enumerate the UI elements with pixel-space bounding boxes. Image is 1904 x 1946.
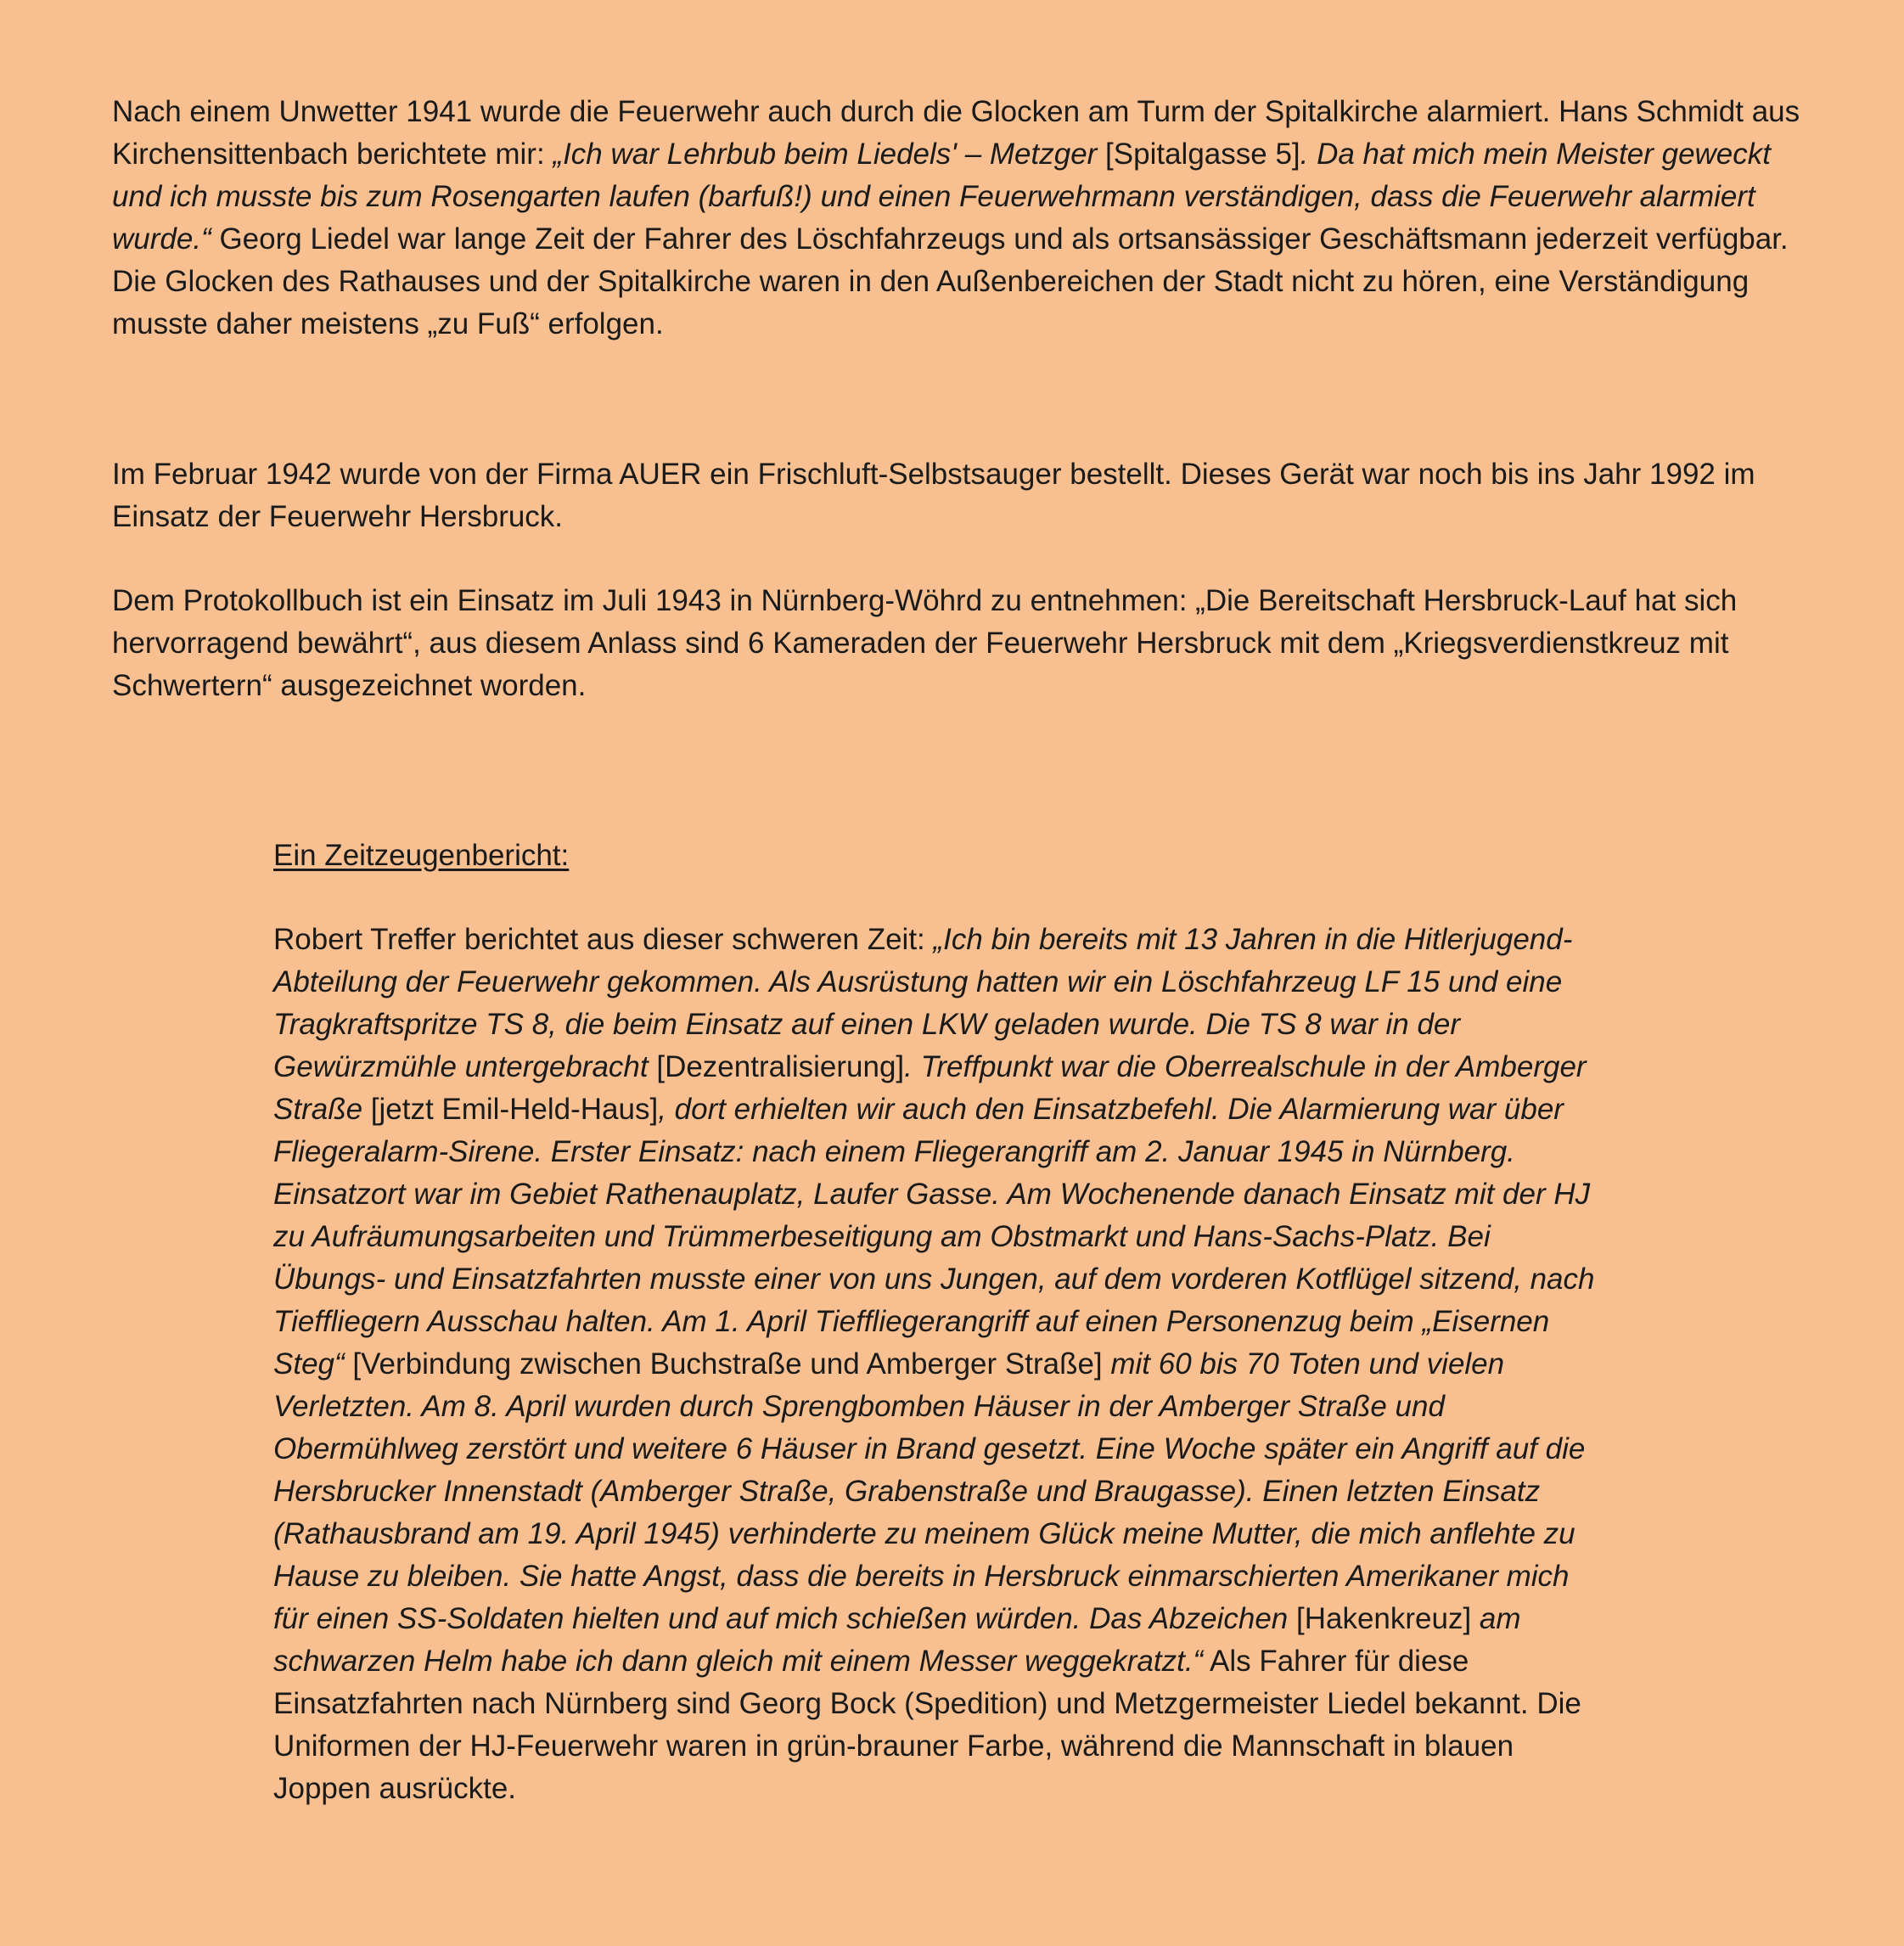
text-run: Nach einem Unwetter 1941 wurde die Feuerwehr auch durch die Glocken am Turm der Spitalkirche alarmiert. Hans Schmidt aus Kirchensittenbach berichtete mir: <box>112 95 1800 171</box>
paragraph-unwetter-1941 <box>112 91 1818 346</box>
section-heading-zeitzeugenbericht: Ein Zeitzeugenbericht: <box>273 839 570 872</box>
paragraph-zeitzeugenbericht <box>273 919 1606 1810</box>
text-run: [Dezentralisierung] <box>656 1050 905 1083</box>
text-run: Robert Treffer berichtet aus dieser schweren Zeit: <box>273 923 934 956</box>
quote-run: „Ich bin bereits mit 13 Jahren in die Hitlerjugend-Abteilung der Feuerwehr gekommen. Als Ausrüstung hatten wir ein Löschfahrzeug LF 15 und eine Tragkraftspritze TS 8, die beim Einsatz auf einen LKW geladen wurde. Die TS 8 war in der Gewürzmühle untergebracht <box>273 923 1573 1083</box>
text-run: [jetzt Emil-Held-Haus] <box>370 1093 659 1126</box>
paragraph-februar-1942: Im Februar 1942 wurde von der Firma AUER ein Frischluft-Selbstsauger bestellt. Dieses Gerät war noch bis ins Jahr 1992 im Einsatz der Feuerwehr Hersbruck. <box>112 458 1755 533</box>
paragraph-protokollbuch-1943: Dem Protokollbuch ist ein Einsatz im Juli 1943 in Nürnberg-Wöhrd zu entnehmen: „Die Bereitschaft Hersbruck-Lauf hat sich hervorragend bewährt“, aus diesem Anlass sind 6 Kameraden der Feuerwehr Hersbruck mit dem „Kriegsverdienstkreuz mit Schwertern“ ausgezeichnet worden. <box>112 584 1738 702</box>
quote-run: „Ich war Lehrbub beim Liedels' – Metzger <box>553 138 1106 171</box>
text-run: [Hakenkreuz] <box>1295 1602 1472 1635</box>
quote-run: mit 60 bis 70 Toten und vielen Verletzten. Am 8. April wurden durch Sprengbomben Häuser in der Amberger Straße und Obermühlweg zerstört und weitere 6 Häuser in Brand gesetzt. Eine Woche später ein Angriff auf die Hersbrucker Innenstadt (Amberger Straße, Grabenstraße und Braugasse). Einen letzten Einsatz (Rathausbrand am 19. April 1945) verhinderte zu meinem Glück meine Mutter, die mich anflehte zu Hause zu bleiben. Sie hatte Angst, dass die bereits in Hersbruck einmarschierten Amerikaner mich für einen SS-Soldaten hielten und auf mich schießen würden. Das Abzeichen <box>273 1347 1586 1635</box>
quote-run: am schwarzen Helm habe ich dann gleich mit einem Messer weggekratzt.“ <box>273 1602 1521 1678</box>
text-run: [Verbindung zwischen Buchstraße und Amberger Straße] <box>352 1347 1103 1381</box>
quote-run: . Da hat mich mein Meister geweckt und ich musste bis zum Rosengarten laufen (barfuß!) und einen Feuerwehrmann verständigen, dass die Feuerwehr alarmiert wurde.“ <box>112 138 1772 256</box>
text-run: [Spitalgasse 5] <box>1105 138 1300 171</box>
text-run: Als Fahrer für diese Einsatzfahrten nach Nürnberg sind Georg Bock (Spedition) und Metzgermeister Liedel bekannt. Die Uniformen der HJ-Feuerwehr waren in grün-brauner Farbe, während die Mannschaft in blauen Joppen ausrückte. <box>273 1645 1581 1805</box>
text-run: Georg Liedel war lange Zeit der Fahrer des Löschfahrzeugs und als ortsansässiger Geschäftsmann jederzeit verfügbar. Die Glocken des Rathauses und der Spitalkirche waren in den Außenbereichen der Stadt nicht zu hören, eine Verständigung musste daher meistens „zu Fuß“ erfolgen. <box>112 222 1789 340</box>
quote-run: . Treffpunkt war die Oberrealschule in der Amberger Straße <box>273 1050 1587 1126</box>
quote-run: , dort erhielten wir auch den Einsatzbefehl. Die Alarmierung war über Fliegeralarm-Sirene. Erster Einsatz: nach einem Fliegerangriff am 2. Januar 1945 in Nürnberg. Einsatzort war im Gebiet Rathenauplatz, Laufer Gasse. Am Wochenende danach Einsatz mit der HJ zu Aufräumungsarbeiten und Trümmerbeseitigung am Obstmarkt und Hans-Sachs-Platz. Bei Übungs- und Einsatzfahrten musste einer von uns Jungen, auf dem vorderen Kotflügel sitzend, nach Tieffliegern Ausschau halten. Am 1. April Tieffliegerangriff auf einen Personenzug beim „Eisernen Steg“ <box>273 1093 1595 1381</box>
